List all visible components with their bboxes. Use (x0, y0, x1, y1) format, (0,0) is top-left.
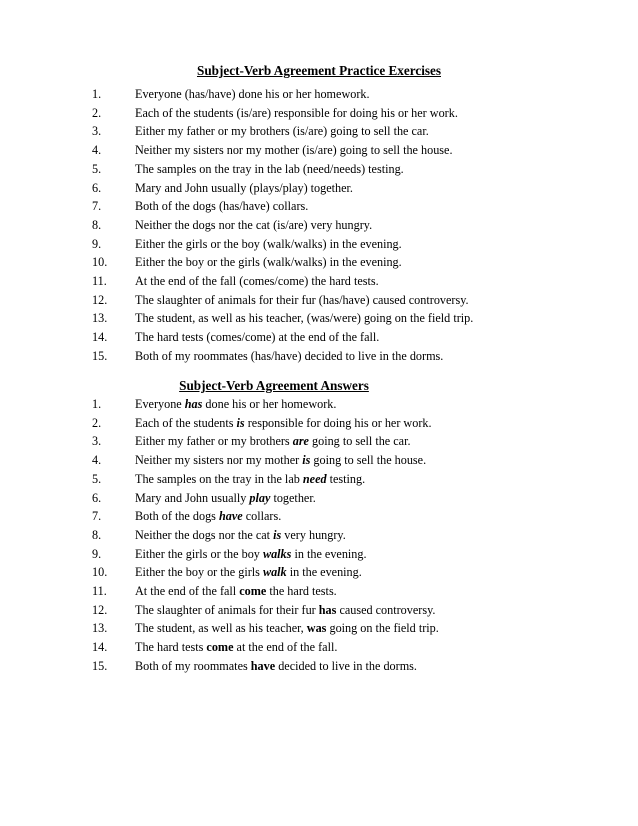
answer-number: 15. (92, 658, 108, 673)
answer-text (135, 563, 362, 581)
exercise-number: 14. (92, 330, 108, 345)
answer-text-after: together. (270, 490, 316, 505)
answer-text (135, 619, 439, 637)
exercise-number: 7. (92, 199, 102, 214)
answer-text (135, 638, 337, 656)
answer-text (135, 414, 432, 432)
answer-text-after: going to sell the house. (310, 453, 427, 468)
answer-text (135, 489, 316, 507)
answer-text-after: done his or her homework. (202, 397, 337, 411)
answer-text-before: The slaughter of animals for their fur (135, 602, 319, 617)
exercise-text: Either the girls or the boy (walk/walks) in the evening. (135, 236, 402, 251)
answer-verb: need (302, 471, 327, 486)
exercise-text: Neither the dogs nor the cat (is/are) very hungry. (135, 217, 373, 232)
answer-text (135, 526, 346, 544)
exercise-text: Either the boy or the girls (walk/walks) in the evening. (135, 255, 402, 270)
exercise-number: 11. (92, 274, 107, 288)
answer-text-before: Mary and John usually (135, 490, 250, 505)
answer-text-before: Both of the dogs (135, 509, 219, 524)
answer-verb: come (239, 584, 267, 598)
exercise-text: Everyone (has/have) done his or her homework. (135, 87, 370, 101)
exercise-text: Either my father or my brothers (is/are) going to sell the car. (135, 124, 429, 139)
answer-verb: walk (262, 565, 287, 580)
exercise-number: 9. (92, 236, 102, 251)
answer-number: 11. (92, 584, 107, 598)
answer-verb: play (249, 490, 271, 505)
answer-verb: is (273, 527, 282, 542)
answer-text-after: testing. (326, 471, 366, 486)
answer-text-before: Either my father or my brothers (135, 434, 293, 449)
answer-number: 3. (92, 434, 102, 449)
exercise-number: 15. (92, 348, 108, 363)
answer-text-before: The hard tests (135, 640, 207, 655)
answer-number: 1. (92, 397, 102, 411)
exercise-text: Each of the students (is/are) responsible for doing his or her work. (135, 105, 458, 120)
exercise-number: 12. (92, 292, 108, 307)
answer-text-before: Both of my roommates (135, 658, 251, 673)
exercise-number: 5. (92, 161, 102, 176)
answer-verb: was (306, 621, 327, 636)
answer-text-before: The student, as well as his teacher, (135, 621, 307, 636)
exercise-text: Mary and John usually (plays/play) together. (135, 180, 353, 195)
answer-number: 6. (92, 490, 102, 505)
answer-text-after: going on the field trip. (326, 621, 439, 636)
answer-text-after: at the end of the fall. (233, 640, 338, 655)
exercise-text: The samples on the tray in the lab (need/needs) testing. (135, 161, 404, 176)
exercise-text: The slaughter of animals for their fur (has/have) caused controversy. (135, 292, 469, 307)
answer-verb: has (318, 602, 337, 617)
exercise-number: 6. (92, 180, 102, 195)
answer-verb: has (184, 397, 203, 411)
answer-text (135, 507, 281, 525)
exercise-number: 8. (92, 217, 102, 232)
answer-verb: have (250, 658, 276, 673)
answer-text-before: Everyone (135, 397, 185, 411)
answer-number: 8. (92, 527, 102, 542)
answer-number: 9. (92, 546, 102, 561)
answer-number: 7. (92, 509, 102, 524)
answer-text (135, 582, 337, 600)
answer-verb: have (218, 509, 243, 524)
answer-text (135, 470, 365, 488)
exercise-text: Both of the dogs (has/have) collars. (135, 199, 309, 214)
exercise-text: Neither my sisters nor my mother (is/are) going to sell the house. (135, 143, 453, 158)
answer-text-after: in the evening. (291, 546, 367, 561)
answer-text (135, 451, 426, 469)
answer-number: 13. (92, 621, 108, 636)
answer-text-after: responsible for doing his or her work. (244, 415, 432, 430)
answer-verb: is (302, 453, 311, 468)
answer-number: 2. (92, 415, 102, 430)
answer-text-after: decided to live in the dorms. (275, 658, 417, 673)
answer-text-before: Either the girls or the boy (135, 546, 263, 561)
exercise-number: 3. (92, 124, 102, 139)
exercise-text: The hard tests (comes/come) at the end of the fall. (135, 330, 380, 345)
answer-text-before: The samples on the tray in the lab (135, 471, 303, 486)
answer-text-before: Either the boy or the girls (135, 565, 263, 580)
exercise-text: At the end of the fall (comes/come) the hard tests. (135, 274, 379, 288)
exercises-title: Subject-Verb Agreement Practice Exercises (196, 63, 441, 78)
answer-text-before: Each of the students (135, 415, 237, 430)
exercise-text: Both of my roommates (has/have) decided to live in the dorms. (135, 348, 444, 363)
answer-verb: are (292, 434, 309, 449)
answer-text-before: At the end of the fall (135, 584, 240, 598)
answer-text (135, 545, 367, 563)
answers-title: Subject-Verb Agreement Answers (179, 378, 369, 393)
exercise-text: The student, as well as his teacher, (was/were) going on the field trip. (135, 311, 474, 326)
answer-number: 12. (92, 602, 108, 617)
exercise-number: 2. (92, 105, 102, 120)
answer-number: 14. (92, 640, 108, 655)
answer-text-before: Neither my sisters nor my mother (135, 453, 303, 468)
answer-text-after: the hard tests. (266, 584, 337, 598)
exercise-number: 4. (92, 143, 102, 158)
answer-text (135, 657, 417, 675)
exercise-number: 13. (92, 311, 108, 326)
answer-text-before: Neither the dogs nor the cat (135, 527, 274, 542)
exercise-number: 1. (92, 87, 102, 101)
answer-text-after: very hungry. (281, 527, 346, 542)
answer-text-after: caused controversy. (336, 602, 436, 617)
answer-text (135, 601, 435, 619)
answer-verb: come (206, 640, 234, 655)
answer-number: 5. (92, 471, 102, 486)
answer-text-after: in the evening. (286, 565, 362, 580)
answer-text (135, 432, 411, 450)
exercise-number: 10. (92, 255, 108, 270)
answer-number: 10. (92, 565, 108, 580)
answer-verb: walks (262, 546, 292, 561)
answer-verb: is (236, 415, 245, 430)
answer-text-after: collars. (242, 509, 282, 524)
answer-text-after: going to sell the car. (308, 434, 411, 449)
answer-number: 4. (92, 453, 102, 468)
answer-text (135, 395, 336, 413)
